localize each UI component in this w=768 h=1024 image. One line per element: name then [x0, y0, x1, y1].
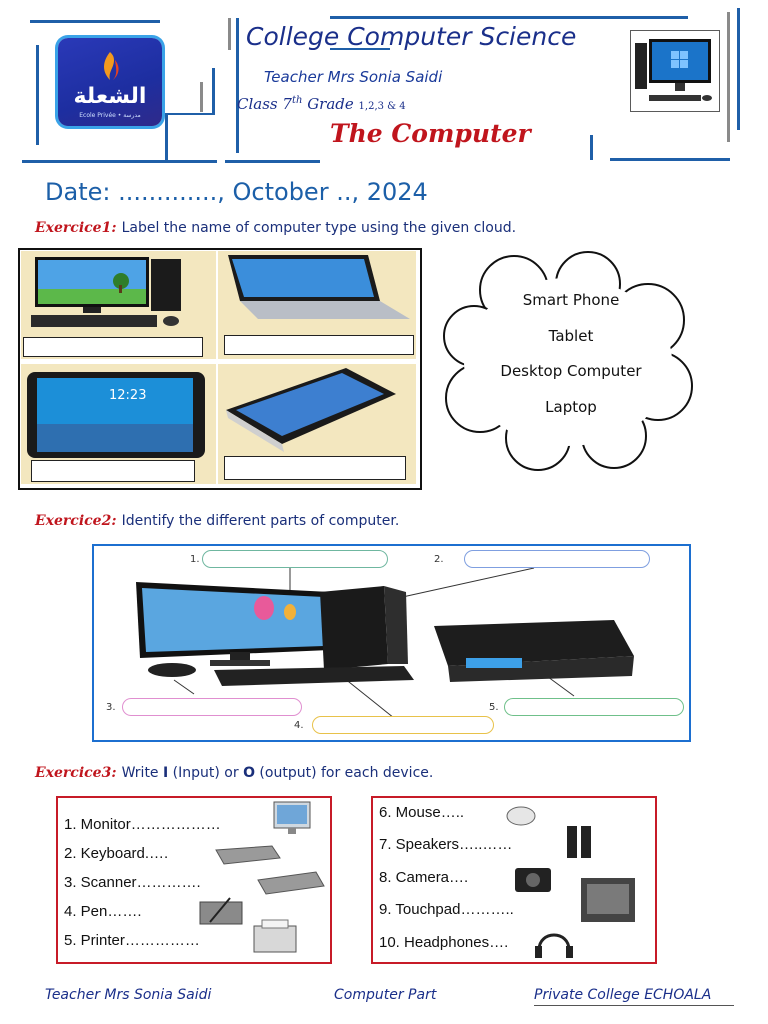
- headphones-icon: [535, 935, 573, 958]
- frame-line: [200, 82, 203, 112]
- touchpad-icon: [581, 878, 635, 922]
- class-line: [237, 95, 406, 113]
- frame-line: [610, 158, 730, 161]
- device-item-5: 5. Printer……………: [64, 932, 200, 949]
- frame-line: [165, 113, 168, 163]
- device-item-6: 6. Mouse…..: [379, 804, 465, 821]
- teacher-name: Teacher Mrs Sonia Saidi: [264, 68, 443, 86]
- exercise2-label: Exercice2:: [35, 513, 117, 529]
- class-grade: Grade: [307, 95, 354, 113]
- exercise3-heading: [35, 762, 433, 781]
- pen-tablet-icon: [200, 898, 242, 924]
- printer-icon: [254, 920, 296, 952]
- footer-underline: [534, 1005, 734, 1006]
- exercise3-label: Exercice3:: [35, 765, 117, 781]
- part-number-4: 4.: [294, 720, 304, 731]
- answer-box-smartphone[interactable]: [224, 456, 406, 480]
- camera-icon: [515, 868, 551, 892]
- answer-pill-1[interactable]: [202, 550, 388, 568]
- keyboard-icon: [216, 846, 280, 864]
- class-sup: th: [291, 95, 303, 106]
- class-prefix: Class 7: [237, 95, 292, 113]
- device-thumbnails-left: [58, 798, 330, 962]
- answer-box-tablet[interactable]: [31, 460, 195, 482]
- frame-line: [737, 8, 740, 130]
- frame-line: [212, 68, 215, 113]
- pane-desktop: [21, 251, 216, 359]
- device-item-1: 1. Monitor………………: [64, 816, 221, 833]
- exercise1-instruction: Label the name of computer type using the given cloud.: [121, 220, 517, 236]
- exercise3-input-letter: I: [163, 765, 169, 781]
- frame-line: [236, 18, 239, 153]
- frame-line: [330, 16, 688, 19]
- school-logo: [58, 38, 162, 126]
- frame-line: [228, 18, 231, 50]
- device-item-7: 7. Speakers…..……: [379, 836, 513, 853]
- frame-line: [727, 12, 730, 142]
- date-line: Date: ............., October .., 2024: [45, 178, 428, 206]
- frame-line: [22, 160, 217, 163]
- footer-subject: Computer Part: [334, 987, 437, 1003]
- answer-pill-2[interactable]: [464, 550, 650, 568]
- device-item-8: 8. Camera….: [379, 869, 469, 886]
- logo-text: الشعلة: [73, 84, 147, 109]
- cloud-word-2: Tablet: [548, 327, 594, 345]
- computer-parts-diagram: [92, 544, 691, 742]
- scanner-icon: [258, 872, 324, 894]
- exercise2-heading: [35, 510, 399, 529]
- footer-school: Private College ECHOALA: [534, 987, 712, 1003]
- part-number-2: 2.: [434, 554, 444, 565]
- monitor-icon: [274, 802, 310, 834]
- frame-line: [165, 113, 215, 115]
- pane-laptop: [218, 251, 416, 359]
- frame-line: [590, 135, 593, 160]
- mouse-icon: [507, 807, 535, 825]
- exercise1-label: Exercice1:: [35, 220, 117, 236]
- footer-teacher: Teacher Mrs Sonia Saidi: [45, 987, 212, 1003]
- answer-pill-3[interactable]: [122, 698, 302, 716]
- answer-pill-4[interactable]: [312, 716, 494, 734]
- device-picture-grid: [18, 248, 422, 490]
- desktop-pc-icon: [630, 30, 720, 112]
- frame-line: [30, 20, 160, 23]
- frame-line: [36, 45, 39, 145]
- device-list-left: [56, 796, 332, 964]
- cloud-word-1: Smart Phone: [522, 291, 620, 309]
- device-thumbnails-right: [373, 798, 655, 962]
- part-number-3: 3.: [106, 702, 116, 713]
- exercise3-instruction-mid: (Input) or: [168, 765, 244, 781]
- cloud-word-4: Laptop: [545, 398, 597, 416]
- logo-caption: Ecole Privée • مدرسة: [79, 112, 141, 119]
- desktop-computer-icon: [631, 31, 719, 111]
- exercise1-heading: [35, 217, 516, 236]
- device-item-9: 9. Touchpad………..: [379, 901, 514, 918]
- pane-smartphone: [218, 364, 416, 484]
- exercise3-output-letter: O: [243, 765, 255, 781]
- device-item-10: 10. Headphones….: [379, 934, 509, 951]
- word-cloud: [438, 250, 696, 472]
- exercise2-instruction: Identify the different parts of computer.: [121, 513, 400, 529]
- exercise3-instruction-post: (output) for each device.: [254, 765, 434, 781]
- device-item-2: 2. Keyboard.….: [64, 845, 169, 862]
- cloud-shape: [438, 250, 696, 472]
- frame-line: [225, 160, 320, 163]
- answer-box-desktop[interactable]: [23, 337, 203, 357]
- answer-pill-5[interactable]: [504, 698, 684, 716]
- class-groups: 1,2,3 & 4: [358, 101, 406, 112]
- tablet-clock: 12:23: [109, 388, 147, 403]
- device-item-3: 3. Scanner………….: [64, 874, 201, 891]
- device-item-4: 4. Pen…….: [64, 903, 142, 920]
- speakers-icon: [567, 826, 591, 858]
- device-list-right: [371, 796, 657, 964]
- cloud-word-3: Desktop Computer: [500, 362, 642, 380]
- exercise3-instruction-pre: Write: [121, 765, 163, 781]
- page-title: College Computer Science: [246, 22, 577, 51]
- pane-tablet: [21, 364, 216, 484]
- answer-box-laptop[interactable]: [224, 335, 414, 355]
- part-number-5: 5.: [489, 702, 499, 713]
- page-subtitle: The Computer: [330, 119, 531, 148]
- part-number-1: 1.: [190, 554, 200, 565]
